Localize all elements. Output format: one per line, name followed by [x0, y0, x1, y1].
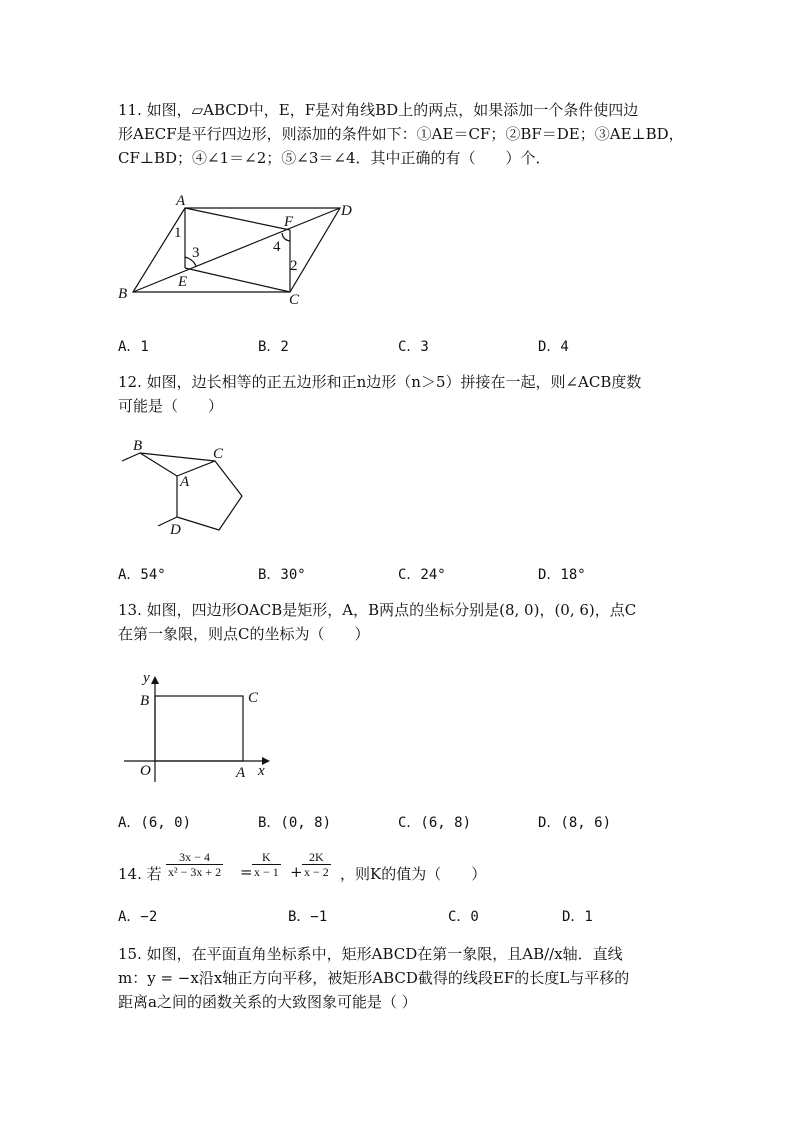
q13-line1: 13. 如图，四边形OACB是矩形，A，B两点的坐标分别是(8, 0)，(0, 6)，点C — [118, 601, 637, 619]
q14-fraction-2-numerator: K — [252, 850, 281, 865]
q14-fraction-3 — [302, 850, 331, 879]
q11-option-c: C．3 — [398, 339, 429, 355]
q15-line3: 距离a之间的函数关系的大致图象可能是（ ） — [118, 993, 417, 1011]
q14-plus: + — [290, 863, 303, 881]
q11-option-d: D．4 — [538, 339, 569, 355]
q11-angle-2: 2 — [290, 258, 298, 274]
q14-fraction-3-numerator: 2K — [302, 850, 331, 865]
q11-angle-4: 4 — [273, 239, 281, 255]
q14-option-a: A．−2 — [118, 909, 158, 925]
q11-label-A: A — [176, 193, 186, 209]
q14-option-b: B．−1 — [288, 909, 328, 925]
q14-fraction-1-denominator: x² − 3x + 2 — [168, 865, 222, 879]
q12-line2: 可能是（ ） — [118, 397, 224, 415]
q11-line3: CF⊥BD；④∠1＝∠2；⑤∠3＝∠4．其中正确的有（ ）个． — [118, 149, 551, 167]
q14-fraction-2 — [252, 850, 281, 879]
q13-option-b: B．(0, 8) — [258, 815, 332, 831]
q13-label-C: C — [248, 690, 259, 706]
q14-fraction-1-numerator: 3x − 4 — [166, 850, 223, 865]
q12-option-b: B．30° — [258, 567, 306, 583]
q14-option-d: D．1 — [562, 909, 593, 925]
q13-line2: 在第一象限，则点C的坐标为（ ） — [118, 625, 370, 643]
q13-label-A: A — [236, 765, 246, 781]
q14-fraction-3-denominator: x − 2 — [304, 865, 329, 879]
q12-option-c: C．24° — [398, 567, 446, 583]
q12-option-d: D．18° — [538, 567, 586, 583]
q14-prefix: 14. 若 — [118, 865, 162, 883]
q12-label-C: C — [213, 446, 224, 462]
q11-angle-3: 3 — [192, 245, 200, 261]
q11-line2: 形AECF是平行四边形，则添加的条件如下：①AE＝CF；②BF＝DE；③AE⊥BD， — [118, 125, 684, 143]
q13-option-c: C．(6, 8) — [398, 815, 472, 831]
q13-option-a: A．(6, 0) — [118, 815, 192, 831]
q14-fraction-1 — [166, 850, 223, 879]
q15-line2: m：y = −x沿x轴正方向平移，被矩形ABCD截得的线段EF的长度L与平移的 — [118, 969, 630, 987]
q11-option-a: A．1 — [118, 339, 149, 355]
q11-label-C: C — [289, 292, 300, 308]
q11-line1: 11. 如图，▱ABCD中，E，F是对角线BD上的两点，如果添加一个条件使四边 — [118, 101, 639, 119]
q11-label-E: E — [178, 274, 188, 290]
q14-option-c: C．0 — [448, 909, 479, 925]
q13-label-y: y — [143, 670, 150, 686]
q11-label-B: B — [118, 286, 128, 302]
q14-fraction-2-denominator: x − 1 — [254, 865, 279, 879]
q12-label-D: D — [170, 522, 181, 538]
q12-label-B: B — [133, 438, 143, 454]
q13-option-d: D．(8, 6) — [538, 815, 612, 831]
q11-angle-1: 1 — [174, 225, 182, 241]
q13-label-O: O — [140, 763, 151, 779]
q12-label-A: A — [180, 474, 190, 490]
q13-label-B: B — [140, 693, 150, 709]
q12-line1: 12. 如图，边长相等的正五边形和正n边形（n＞5）拼接在一起，则∠ACB度数 — [118, 373, 642, 391]
q11-label-D: D — [341, 203, 352, 219]
q15-line1: 15. 如图，在平面直角坐标系中，矩形ABCD在第一象限，且AB//x轴．直线 — [118, 945, 623, 963]
q11-option-b: B．2 — [258, 339, 289, 355]
q11-label-F: F — [284, 214, 294, 230]
q12-option-a: A．54° — [118, 567, 166, 583]
q13-label-x: x — [258, 763, 265, 779]
q14-suffix: ，则K的值为（ ） — [340, 865, 487, 883]
q14-equals: = — [240, 863, 253, 881]
